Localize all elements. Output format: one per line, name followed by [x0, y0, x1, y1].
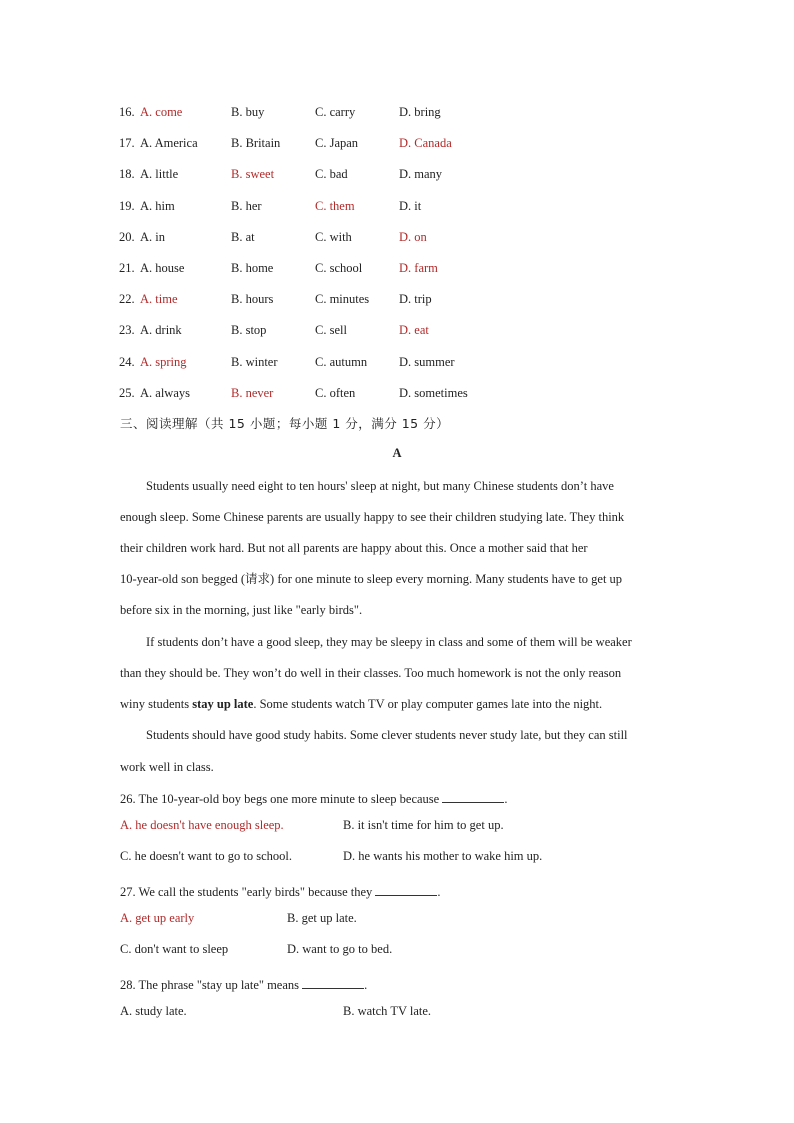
question-number: 23. — [119, 323, 135, 338]
answer-option: B. watch TV late. — [343, 1004, 432, 1018]
question-number: 17. — [119, 136, 135, 151]
answer-option: A. little — [140, 167, 179, 182]
answer-option: C. with — [315, 229, 352, 244]
answer-option: C. bad — [315, 167, 348, 182]
answer-option-correct: B. sweet — [231, 167, 275, 182]
answer-option: C. carry — [315, 105, 356, 119]
cloze-row — [0, 196, 794, 216]
question-number: 20. — [119, 229, 135, 244]
answer-option: B. her — [231, 198, 262, 213]
options-row — [0, 939, 794, 959]
cloze-row — [0, 258, 794, 278]
answer-option: B. buy — [231, 105, 265, 119]
question-text: 28. The phrase "stay up late" means . — [120, 978, 368, 992]
cloze-row — [0, 383, 794, 403]
question-number: 21. — [119, 261, 135, 275]
answer-option: D. he wants his mother to wake him up. — [343, 849, 543, 863]
answer-option-correct: D. farm — [399, 261, 438, 275]
answer-option: A. America — [140, 136, 198, 151]
answer-option: A. always — [140, 385, 190, 400]
passage-line: before six in the morning, just like "early birds". — [120, 603, 363, 617]
answer-option-correct: A. time — [140, 292, 178, 307]
passage-text: . Some students watch TV or play computer games late into the night. — [253, 697, 603, 711]
answer-option: C. he doesn't want to go to school. — [120, 849, 293, 863]
answer-option-correct: A. get up early — [120, 911, 195, 925]
answer-option: C. Japan — [315, 136, 359, 151]
answer-option: A. drink — [140, 323, 182, 338]
answer-option-correct: D. on — [399, 229, 427, 244]
options-row — [0, 908, 794, 928]
answer-blank — [302, 976, 364, 989]
options-row — [0, 815, 794, 835]
passage-text: winy students — [120, 697, 193, 711]
answer-option: C. minutes — [315, 292, 370, 307]
answer-option: D. sometimes — [399, 385, 468, 400]
answer-option-correct: B. never — [231, 385, 274, 400]
answer-option: B. home — [231, 261, 274, 275]
cloze-row — [0, 320, 794, 340]
passage-line: If students don’t have a good sleep, they may be sleepy in class and some of them will be weaker — [146, 635, 632, 649]
answer-option: A. him — [140, 198, 175, 213]
answer-option: B. it isn't time for him to get up. — [343, 818, 504, 832]
question-number: 24. — [119, 354, 135, 369]
answer-option: B. stop — [231, 323, 267, 338]
answer-option: D. trip — [399, 292, 432, 307]
question-stem — [0, 789, 794, 809]
question-number: 16. — [119, 105, 135, 119]
section-title: 三、阅读理解（共 15 小题；每小题 1 分，满分 15 分） — [120, 416, 450, 431]
answer-option: C. often — [315, 385, 356, 400]
answer-option: D. it — [399, 198, 422, 213]
answer-option: A. study late. — [120, 1004, 187, 1018]
question-stem — [0, 882, 794, 902]
options-row — [0, 1001, 794, 1021]
answer-option: B. winter — [231, 354, 278, 369]
answer-option-correct: A. come — [140, 105, 183, 119]
answer-option: C. don't want to sleep — [120, 942, 229, 956]
answer-option-correct: C. them — [315, 198, 355, 213]
answer-option-correct: A. he doesn't have enough sleep. — [120, 818, 284, 832]
passage-line: enough sleep. Some Chinese parents are usually happy to see their children studying late. They think — [120, 510, 625, 524]
cloze-row — [0, 133, 794, 153]
passage-line: work well in class. — [120, 760, 214, 774]
question-number: 25. — [119, 385, 135, 400]
options-row — [0, 846, 794, 866]
answer-blank — [442, 790, 504, 803]
answer-option-correct: D. eat — [399, 323, 429, 338]
passage-label: A — [392, 446, 402, 460]
passage-line: Students should have good study habits. Some clever students never study late, but they can still — [146, 728, 628, 742]
passage-line: than they should be. They won’t do well in their classes. Too much homework is not the only reason — [120, 666, 622, 680]
question-number: 19. — [119, 198, 135, 213]
answer-option: B. Britain — [231, 136, 281, 151]
cloze-row — [0, 289, 794, 309]
answer-option: C. school — [315, 261, 363, 275]
cloze-row — [0, 164, 794, 184]
passage-line: their children work hard. But not all parents are happy about this. Once a mother said that her — [120, 541, 588, 555]
passage-line — [120, 689, 680, 720]
answer-option: B. hours — [231, 292, 274, 307]
question-text: 26. The 10-year-old boy begs one more minute to sleep because . — [120, 792, 508, 806]
passage-line: 10-year-old son begged (请求) for one minute to sleep every morning. Many students have to get up — [120, 572, 623, 586]
answer-option: D. bring — [399, 105, 441, 119]
answer-option: A. house — [140, 261, 185, 275]
question-number: 22. — [119, 292, 135, 307]
answer-option-correct: A. spring — [140, 354, 187, 369]
key-phrase: stay up late — [192, 697, 254, 711]
answer-option: D. summer — [399, 354, 455, 369]
question-text: 27. We call the students "early birds" because they . — [120, 885, 441, 899]
answer-option: C. sell — [315, 323, 347, 338]
answer-option: B. get up late. — [287, 911, 357, 925]
answer-option: A. in — [140, 229, 165, 244]
cloze-row — [0, 102, 794, 122]
answer-option-correct: D. Canada — [399, 136, 452, 151]
cloze-row — [0, 227, 794, 247]
question-number: 18. — [119, 167, 135, 182]
answer-option: B. at — [231, 229, 255, 244]
answer-option: C. autumn — [315, 354, 368, 369]
answer-blank — [375, 883, 437, 896]
question-stem — [0, 975, 794, 995]
cloze-row — [0, 352, 794, 372]
passage-line: Students usually need eight to ten hours' sleep at night, but many Chinese students don’t have — [146, 479, 614, 493]
answer-option: D. many — [399, 167, 443, 182]
answer-option: D. want to go to bed. — [287, 942, 393, 956]
